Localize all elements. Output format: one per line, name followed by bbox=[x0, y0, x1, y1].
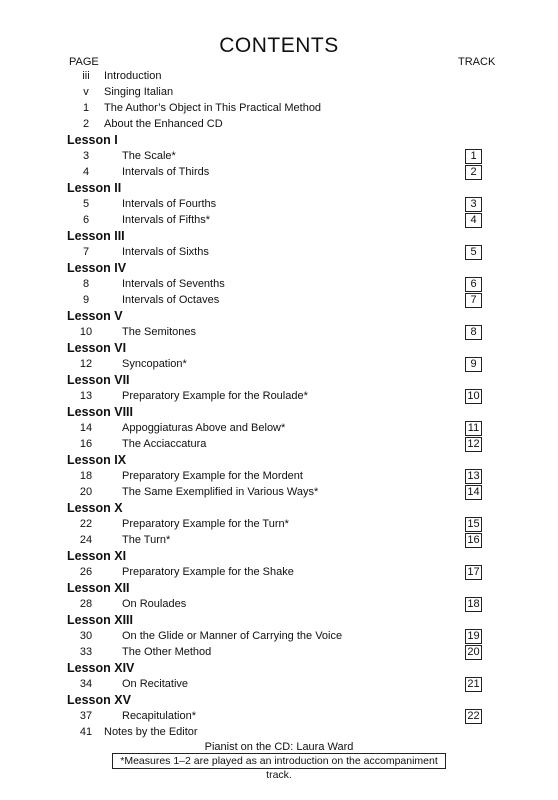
toc-entry[interactable] bbox=[0, 564, 558, 580]
toc-entry[interactable] bbox=[0, 68, 558, 84]
toc-entry[interactable] bbox=[0, 116, 558, 132]
page-number: 7 bbox=[82, 246, 90, 258]
lesson-heading: Lesson XI bbox=[67, 549, 127, 563]
track-number-box: 16 bbox=[465, 533, 482, 548]
toc-entry[interactable] bbox=[0, 516, 558, 532]
track-number-box: 7 bbox=[465, 293, 482, 308]
page-number: 26 bbox=[79, 566, 93, 578]
page-number: 2 bbox=[82, 118, 90, 130]
toc-entry[interactable] bbox=[0, 100, 558, 116]
track-number-box: 17 bbox=[465, 565, 482, 580]
entry-title: Intervals of Fourths bbox=[122, 198, 217, 210]
page-number: 30 bbox=[79, 630, 93, 642]
page-number: 4 bbox=[82, 166, 90, 178]
page-number: 9 bbox=[82, 294, 90, 306]
toc-entry[interactable] bbox=[0, 388, 558, 404]
lesson-heading: Lesson VII bbox=[67, 373, 130, 387]
toc-entry[interactable] bbox=[0, 244, 558, 260]
track-number-box: 12 bbox=[465, 437, 482, 452]
entry-title: About the Enhanced CD bbox=[104, 118, 223, 130]
entry-title: On the Glide or Manner of Carrying the Voice bbox=[122, 630, 343, 642]
toc-entry[interactable] bbox=[0, 484, 558, 500]
track-number-box: 22 bbox=[465, 709, 482, 724]
lesson-heading: Lesson XIV bbox=[67, 661, 135, 675]
entry-title: Appoggiaturas Above and Below* bbox=[122, 422, 286, 434]
track-number-box: 2 bbox=[465, 165, 482, 180]
track-number-box: 9 bbox=[465, 357, 482, 372]
track-column-header: TRACK bbox=[458, 56, 496, 68]
toc-entry[interactable] bbox=[0, 468, 558, 484]
entry-title: Recapitulation* bbox=[122, 710, 196, 722]
toc-entry[interactable] bbox=[0, 212, 558, 228]
page-number: 28 bbox=[79, 598, 93, 610]
entry-title: The Scale* bbox=[122, 150, 176, 162]
entry-title: The Turn* bbox=[122, 534, 171, 546]
track-number-box: 14 bbox=[465, 485, 482, 500]
page-number: 10 bbox=[79, 326, 93, 338]
track-number-box: 11 bbox=[465, 421, 482, 436]
lesson-heading: Lesson III bbox=[67, 229, 125, 243]
toc-entry[interactable] bbox=[0, 420, 558, 436]
page-number: 18 bbox=[79, 470, 93, 482]
toc-entry[interactable] bbox=[0, 356, 558, 372]
page-number: 1 bbox=[82, 102, 90, 114]
entry-title: Intervals of Sixths bbox=[122, 246, 209, 258]
page-number: 8 bbox=[82, 278, 90, 290]
lesson-heading: Lesson IX bbox=[67, 453, 127, 467]
track-number-box: 4 bbox=[465, 213, 482, 228]
lesson-heading: Lesson I bbox=[67, 133, 118, 147]
toc-entry[interactable] bbox=[0, 164, 558, 180]
entry-title: On Roulades bbox=[122, 598, 187, 610]
entry-title: Notes by the Editor bbox=[104, 726, 198, 738]
page-number: 3 bbox=[82, 150, 90, 162]
track-number-box: 13 bbox=[465, 469, 482, 484]
toc-entry[interactable] bbox=[0, 292, 558, 308]
entry-title: The Other Method bbox=[122, 646, 212, 658]
page-number: 24 bbox=[79, 534, 93, 546]
lesson-heading: Lesson XII bbox=[67, 581, 130, 595]
pianist-credit: Pianist on the CD: Laura Ward bbox=[204, 741, 354, 753]
toc-entry[interactable] bbox=[0, 84, 558, 100]
toc-entry[interactable] bbox=[0, 196, 558, 212]
entry-title: Syncopation* bbox=[122, 358, 187, 370]
page-number: 12 bbox=[79, 358, 93, 370]
entry-title: Preparatory Example for the Roulade* bbox=[122, 390, 308, 402]
track-number-box: 18 bbox=[465, 597, 482, 612]
lesson-heading: Lesson IV bbox=[67, 261, 127, 275]
page-number: 6 bbox=[82, 214, 90, 226]
entry-title: Preparatory Example for the Mordent bbox=[122, 470, 303, 482]
page-number: 13 bbox=[79, 390, 93, 402]
track-number-box: 5 bbox=[465, 245, 482, 260]
page-number: 5 bbox=[82, 198, 90, 210]
lesson-heading: Lesson II bbox=[67, 181, 122, 195]
entry-title: Intervals of Thirds bbox=[122, 166, 210, 178]
toc-entry[interactable] bbox=[0, 596, 558, 612]
lesson-heading: Lesson XV bbox=[67, 693, 131, 707]
entry-title: Singing Italian bbox=[104, 86, 174, 98]
entry-title: Intervals of Sevenths bbox=[122, 278, 225, 290]
entry-title: Intervals of Octaves bbox=[122, 294, 220, 306]
page-number: 22 bbox=[79, 518, 93, 530]
entry-title: The Author’s Object in This Practical Method bbox=[104, 102, 322, 114]
entry-title: Preparatory Example for the Shake bbox=[122, 566, 294, 578]
toc-entry[interactable] bbox=[0, 676, 558, 692]
toc-entry[interactable] bbox=[0, 724, 558, 740]
page-number: 41 bbox=[79, 726, 93, 738]
page-number: 33 bbox=[79, 646, 93, 658]
lesson-heading: Lesson V bbox=[67, 309, 123, 323]
lesson-heading: Lesson XIII bbox=[67, 613, 133, 627]
entry-title: Introduction bbox=[104, 70, 162, 82]
toc-entry[interactable] bbox=[0, 148, 558, 164]
entry-title: Intervals of Fifths* bbox=[122, 214, 211, 226]
page-column-header: PAGE bbox=[69, 56, 99, 68]
track-number-box: 8 bbox=[465, 325, 482, 340]
track-number-box: 1 bbox=[465, 149, 482, 164]
footnote-box: *Measures 1–2 are played as an introduction on the accompaniment track. bbox=[112, 753, 446, 769]
track-number-box: 3 bbox=[465, 197, 482, 212]
track-number-box: 19 bbox=[465, 629, 482, 644]
toc-entry[interactable] bbox=[0, 276, 558, 292]
toc-entry[interactable] bbox=[0, 532, 558, 548]
lesson-heading: Lesson VIII bbox=[67, 405, 133, 419]
track-number-box: 15 bbox=[465, 517, 482, 532]
entry-title: On Recitative bbox=[122, 678, 189, 690]
track-number-box: 6 bbox=[465, 277, 482, 292]
page-number: v bbox=[83, 86, 89, 98]
toc-entry[interactable] bbox=[0, 324, 558, 340]
track-number-box: 20 bbox=[465, 645, 482, 660]
track-number-box: 21 bbox=[465, 677, 482, 692]
page-number: 16 bbox=[79, 438, 93, 450]
page-number: 37 bbox=[79, 710, 93, 722]
entry-title: The Acciaccatura bbox=[122, 438, 207, 450]
toc-entry[interactable] bbox=[0, 708, 558, 724]
page-number: 20 bbox=[79, 486, 93, 498]
page-number: iii bbox=[82, 70, 90, 82]
entry-title: Preparatory Example for the Turn* bbox=[122, 518, 289, 530]
track-number-box: 10 bbox=[465, 389, 482, 404]
entry-title: The Semitones bbox=[122, 326, 196, 338]
page-number: 14 bbox=[79, 422, 93, 434]
toc-entry[interactable] bbox=[0, 436, 558, 452]
entry-title: The Same Exemplified in Various Ways* bbox=[122, 486, 319, 498]
toc-entry[interactable] bbox=[0, 628, 558, 644]
page-title: CONTENTS bbox=[219, 34, 339, 57]
lesson-heading: Lesson X bbox=[67, 501, 123, 515]
toc-entry[interactable] bbox=[0, 644, 558, 660]
page-number: 34 bbox=[79, 678, 93, 690]
table-of-contents bbox=[0, 68, 558, 740]
lesson-heading: Lesson VI bbox=[67, 341, 127, 355]
